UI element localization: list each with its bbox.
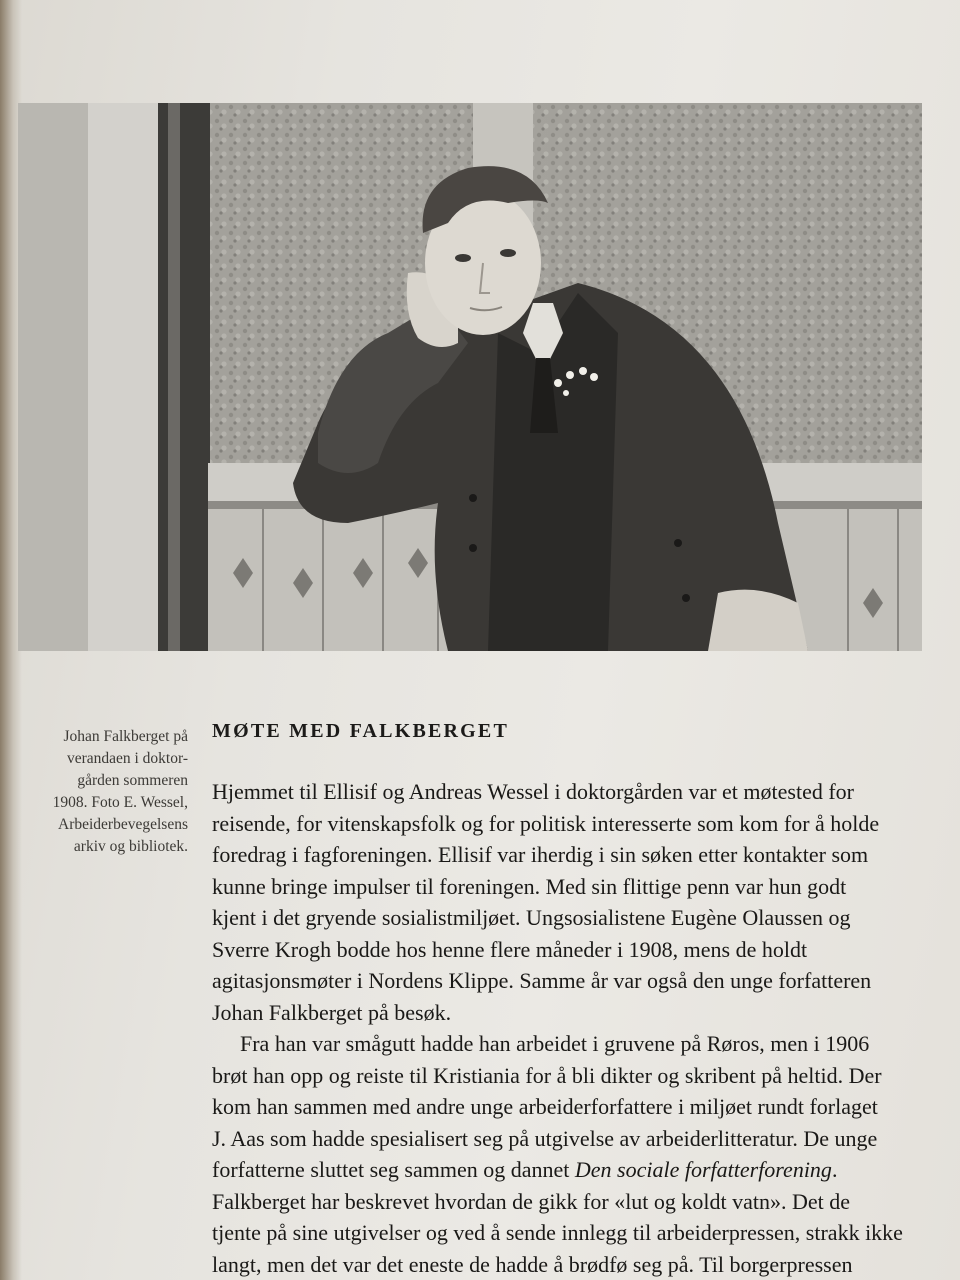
text-line: kom han sammen med andre unge arbeiderforfattere i miljøet rundt forlaget — [212, 1094, 878, 1119]
text-fragment: . — [831, 1157, 838, 1182]
photo-illustration — [18, 103, 922, 651]
text-line: kunne bringe impulser til foreningen. Med sin flittige penn var hun godt — [212, 873, 847, 899]
section-heading: MØTE MED FALKBERGET — [212, 720, 510, 742]
article-body — [212, 776, 932, 1280]
text-line: Falkberget har beskrevet hvordan de gikk for «lut og koldt vatn». Det de — [212, 1188, 851, 1214]
caption-line: arkiv og bibliotek. — [73, 838, 188, 855]
text-line: kjent i det gryende sosialistmiljøet. Ungsosialistene Eugène Olaussen og — [212, 905, 851, 930]
text-line-with-italic — [212, 1154, 932, 1186]
caption-line: Johan Falkberget på — [63, 728, 188, 745]
text-line: J. Aas som hadde spesialisert seg på utgivelse av arbeiderlitteratur. De unge — [212, 1125, 878, 1151]
text-fragment: forfatterne sluttet seg sammen og dannet — [212, 1157, 570, 1182]
caption-line: gården sommeren — [77, 772, 188, 789]
text-line: tjente på sine utgivelser og ved å sende innlegg til arbeiderpressen, strakk ikke — [212, 1220, 903, 1245]
text-line: langt, men det var det eneste de hadde å brødfø seg på. Til borgerpressen — [212, 1251, 853, 1277]
photo-caption — [20, 726, 188, 858]
text-line: Hjemmet til Ellisif og Andreas Wessel i doktorgården var et møtested for — [212, 779, 854, 804]
text-line: Sverre Krogh bodde hos henne flere måneder i 1908, mens de holdt — [212, 936, 808, 962]
portrait-photograph — [18, 103, 922, 651]
text-line: brøt han opp og reiste til Kristiania for å bli dikter og skribent på heltid. Der — [212, 1062, 882, 1088]
caption-line: Arbeiderbevegelsens — [58, 816, 188, 833]
text-line: Fra han var smågutt hadde han arbeidet i gruvene på Røros, men i 1906 — [240, 1031, 870, 1056]
text-line: agitasjonsmøter i Nordens Klippe. Samme år var også den unge forfatteren — [212, 968, 872, 993]
italic-title: Den sociale forfatterforening — [574, 1157, 832, 1182]
text-line: reisende, for vitenskapsfolk og for politisk interesserte som kom for å holde — [212, 810, 880, 836]
caption-line: verandaen i doktor- — [66, 750, 188, 767]
caption-line: 1908. Foto E. Wessel, — [52, 794, 188, 811]
text-line: Johan Falkberget på besøk. — [212, 999, 452, 1025]
text-line: foredrag i fagforeningen. Ellisif var iherdig i sin søken etter kontakter som — [212, 842, 869, 867]
